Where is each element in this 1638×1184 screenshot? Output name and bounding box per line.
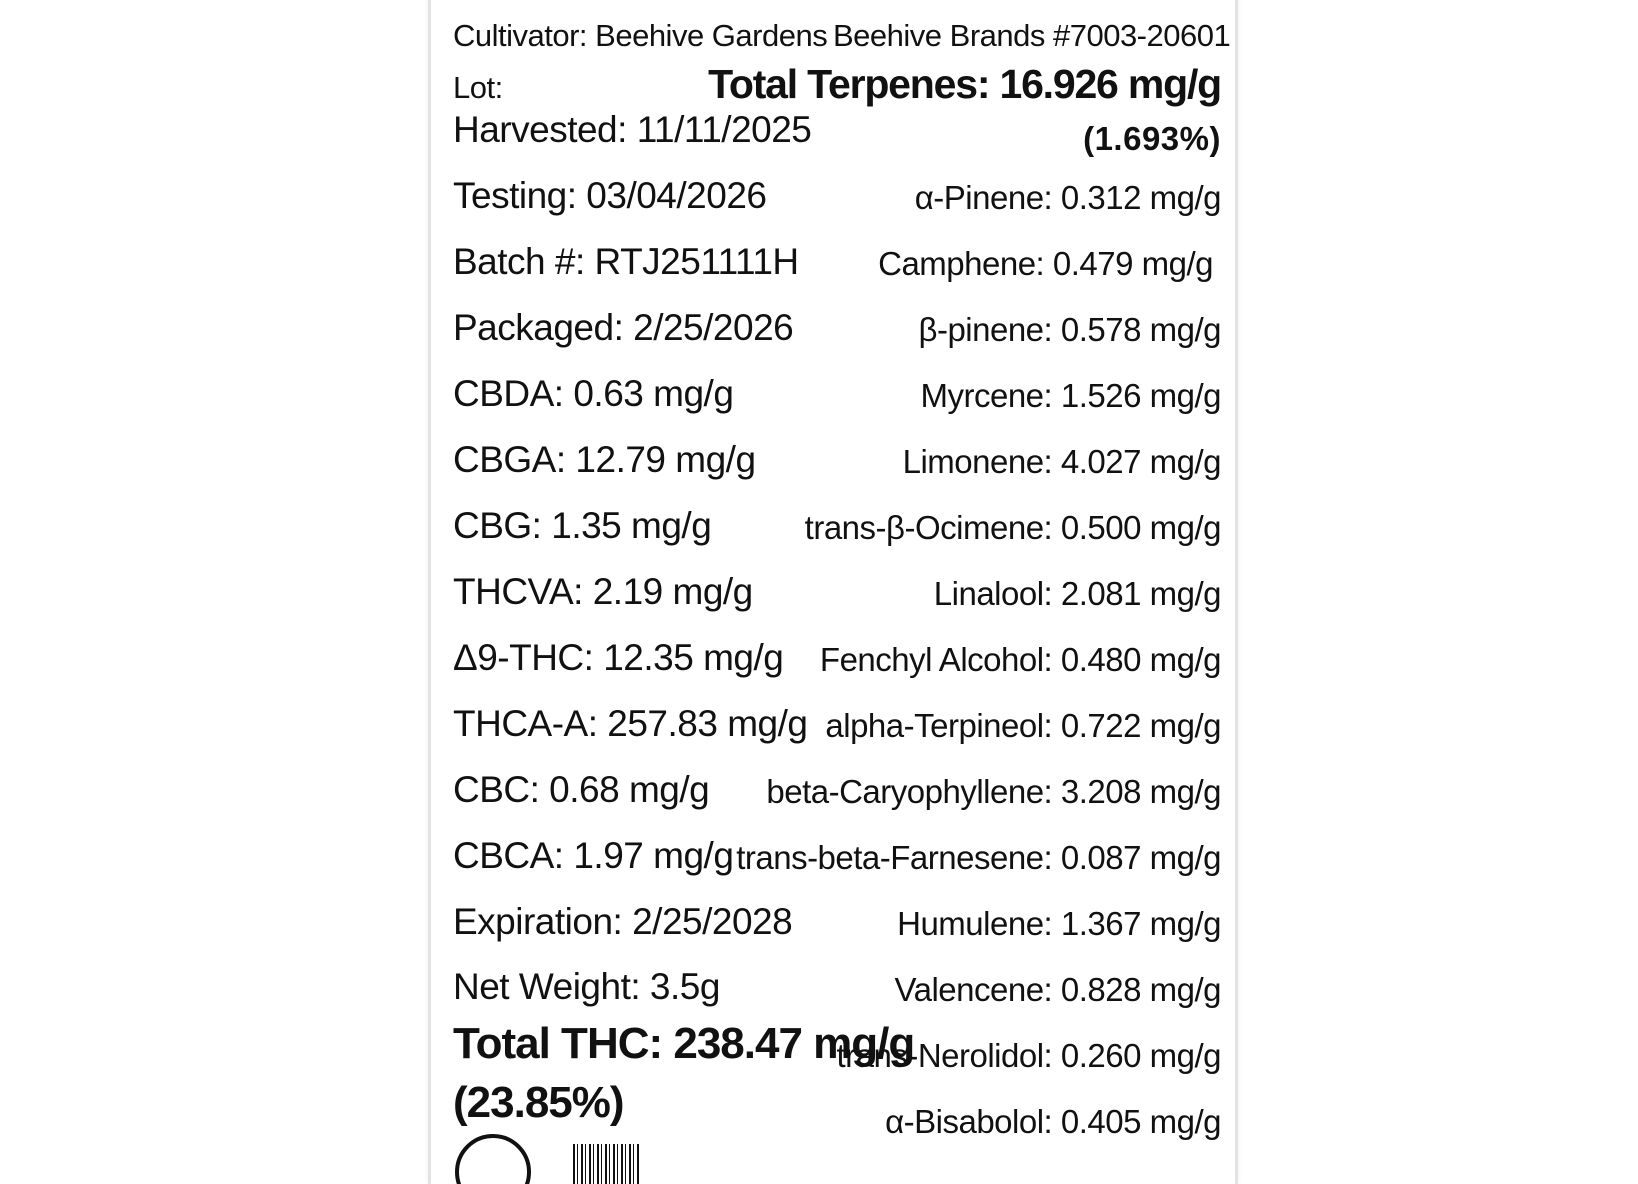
lot-text: Lot:: [453, 70, 503, 105]
cannabinoid-thcva: THCVA: 2.19 mg/g: [453, 571, 753, 612]
cultivator-text: Cultivator: Beehive Gardens: [453, 18, 828, 53]
terpene-alpha-bisabolol: α-Bisabolol: 0.405 mg/g: [885, 1103, 1221, 1140]
terpene-beta-caryophyllene: beta-Caryophyllene: 3.208 mg/g: [766, 773, 1221, 810]
cannabinoid-d9-thc: Δ9-THC: 12.35 mg/g: [453, 637, 784, 678]
batch-number: Batch #: RTJ251111H: [453, 241, 799, 282]
brand-text: Beehive Brands #7003-20601: [833, 18, 1231, 53]
harvested-date: Harvested: 11/11/2025: [453, 109, 812, 150]
terpene-humulene: Humulene: 1.367 mg/g: [897, 905, 1221, 942]
cannabinoid-cbga: CBGA: 12.79 mg/g: [453, 439, 756, 480]
terpene-trans-beta-farnesene: trans-beta-Farnesene: 0.087 mg/g: [736, 839, 1221, 876]
barcode-icon: [573, 1144, 641, 1184]
total-thc-percent: (23.85%): [453, 1078, 624, 1127]
terpene-alpha-pinene: α-Pinene: 0.312 mg/g: [914, 179, 1221, 216]
terpene-myrcene: Myrcene: 1.526 mg/g: [920, 377, 1221, 414]
total-terpenes: Total Terpenes: 16.926 mg/g: [708, 61, 1221, 107]
net-weight: Net Weight: 3.5g: [453, 966, 720, 1007]
terpene-camphene: Camphene: 0.479 mg/g: [878, 245, 1213, 282]
cannabinoid-cbg: CBG: 1.35 mg/g: [453, 505, 712, 546]
terpene-limonene: Limonene: 4.027 mg/g: [902, 443, 1221, 480]
cannabinoid-cbda: CBDA: 0.63 mg/g: [453, 373, 734, 414]
total-terpenes-percent: (1.693%): [1083, 120, 1221, 157]
terpene-linalool: Linalool: 2.081 mg/g: [933, 575, 1221, 612]
total-thc: Total THC: 238.47 mg/g: [453, 1019, 915, 1068]
terpene-alpha-terpineol: alpha-Terpineol: 0.722 mg/g: [825, 707, 1221, 744]
terpene-trans-beta-ocimene: trans-β-Ocimene: 0.500 mg/g: [804, 509, 1221, 546]
cannabinoid-cbc: CBC: 0.68 mg/g: [453, 769, 710, 810]
product-label: [428, 0, 1238, 1184]
terpene-fenchyl-alcohol: Fenchyl Alcohol: 0.480 mg/g: [819, 641, 1221, 678]
cannabinoid-thca-a: THCA-A: 257.83 mg/g: [453, 703, 808, 744]
warning-symbol-icon: [455, 1134, 531, 1184]
terpene-beta-pinene: β-pinene: 0.578 mg/g: [918, 311, 1221, 348]
terpene-valencene: Valencene: 0.828 mg/g: [894, 971, 1221, 1008]
terpene-trans-nerolidol: trans-Nerolidol: 0.260 mg/g: [836, 1037, 1221, 1074]
expiration-date: Expiration: 2/25/2028: [453, 901, 793, 942]
testing-date: Testing: 03/04/2026: [453, 175, 767, 216]
cannabinoid-cbca: CBCA: 1.97 mg/g: [453, 835, 734, 876]
packaged-date: Packaged: 2/25/2026: [453, 307, 794, 348]
